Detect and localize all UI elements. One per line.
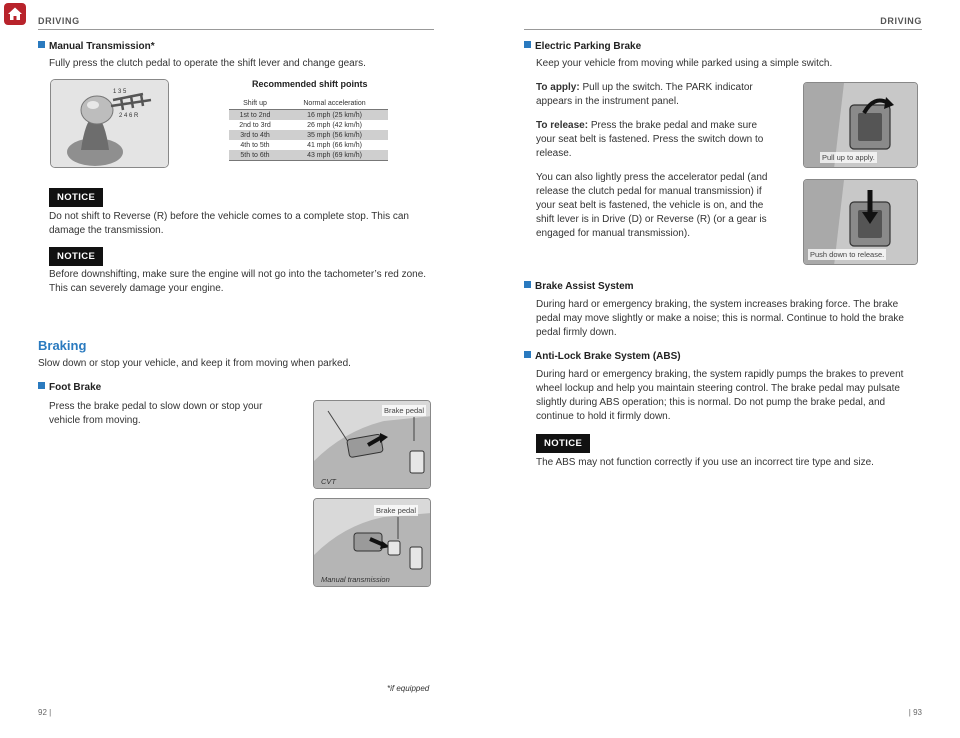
shift-points-table [229, 98, 388, 161]
shift-lever-image [50, 79, 169, 168]
bullet-square-icon [38, 41, 45, 48]
apply-label: To apply: [536, 82, 580, 93]
parking-brake-extra: You can also lightly press the accelerator pedal (and release the clutch pedal for manual transmission) if your seat belt is fastened, the vehicle is on, and the shift lever is in Drive (D) or Reverse (R) (or a gear is engaged for manual transmission). [536, 172, 768, 239]
page-number-right: | 93 [908, 708, 922, 717]
apply-text: Pull up the switch. The PARK indicator appears in the instrument panel. [536, 82, 753, 107]
notice-badge-abs: NOTICE [536, 434, 590, 453]
manual-transmission-caption: Manual transmission [321, 575, 390, 584]
brake-assist-body: During hard or emergency braking, the system increases braking force. The brake pedal may move slightly or make a noise; this is normal. Continue to hold the brake pedal firmly down. [536, 299, 904, 338]
bullet-square-icon [524, 351, 531, 358]
right-page [480, 0, 960, 738]
page-number-left: 92 | [38, 708, 52, 717]
running-header-right: DRIVING [880, 16, 922, 26]
table-cell: 4th to 5th [240, 141, 270, 149]
shift-pattern-top-label: 1 3 5 [113, 89, 127, 95]
notice-downshift-text: Before downshifting, make sure the engine will not go into the tachometer’s red zone. This can severely damage your engine. [49, 269, 427, 294]
electric-parking-brake-heading: Electric Parking Brake [524, 41, 641, 52]
table-row [229, 140, 388, 150]
manual-brake-pedal-image [313, 498, 431, 587]
table-cell: 26 mph (42 km/h) [307, 121, 362, 129]
release-label: To release: [536, 120, 589, 131]
home-icon[interactable] [4, 3, 26, 25]
bullet-square-icon [524, 281, 531, 288]
cvt-brake-pedal-image [313, 400, 431, 489]
header-rule-left [38, 29, 434, 30]
table-cell: 2nd to 3rd [239, 121, 271, 129]
column-header-shift-up: Shift up [229, 98, 281, 110]
braking-intro: Slow down or stop your vehicle, and keep it from moving when parked. [38, 358, 351, 369]
parking-brake-apply [536, 81, 768, 109]
cvt-caption: CVT [321, 477, 336, 486]
manual-transmission-body: Fully press the clutch pedal to operate the shift lever and change gears. [49, 58, 366, 69]
table-cell: 41 mph (66 km/h) [307, 141, 362, 149]
pull-up-caption: Pull up to apply. [822, 153, 875, 162]
cvt-brake-pedal-label: Brake pedal [383, 406, 424, 415]
table-row [229, 150, 388, 161]
manual-brake-pedal-label: Brake pedal [375, 506, 416, 515]
notice-abs-text: The ABS may not function correctly if you use an incorrect tire type and size. [536, 457, 874, 468]
abs-body: During hard or emergency braking, the system rapidly pumps the brakes to prevent wheel lockup and help you maintain steering control. The brake pedal may pulsate slightly during ABS operation; this is normal. Do not pump the brake pedal, and continue to hold it firmly down. [536, 369, 904, 422]
column-header-normal-acceleration: Normal acceleration [281, 98, 388, 110]
table-cell: 5th to 6th [229, 150, 281, 161]
table-header-row [229, 98, 388, 110]
shift-table-title: Recommended shift points [252, 79, 368, 89]
header-rule-right [524, 29, 922, 30]
footnote: *if equipped [387, 684, 430, 693]
brake-assist-heading: Brake Assist System [524, 281, 634, 292]
push-down-to-release-image [803, 179, 918, 265]
abs-heading: Anti-Lock Brake System (ABS) [524, 351, 681, 362]
table-row [229, 110, 388, 121]
table-row [229, 130, 388, 140]
table-cell: 43 mph (69 km/h) [281, 150, 388, 161]
table-cell: 1st to 2nd [229, 110, 281, 121]
notice-badge-downshift: NOTICE [49, 247, 103, 266]
braking-title: Braking [38, 338, 87, 353]
parking-brake-release [536, 119, 768, 161]
foot-brake-heading: Foot Brake [38, 382, 101, 393]
release-text: Press the brake pedal and make sure your seat belt is fastened. Press the switch down to release. [536, 120, 764, 159]
bullet-square-icon [524, 41, 531, 48]
table-row [229, 120, 388, 130]
notice-reverse-text: Do not shift to Reverse (R) before the vehicle comes to a complete stop. This can damage the transmission. [49, 211, 409, 236]
table-cell: 16 mph (25 km/h) [281, 110, 388, 121]
parking-brake-intro: Keep your vehicle from moving while parked using a simple switch. [536, 58, 833, 69]
manual-transmission-heading: Manual Transmission* [38, 41, 155, 52]
foot-brake-body: Press the brake pedal to slow down or stop your vehicle from moving. [49, 401, 263, 426]
notice-badge-reverse: NOTICE [49, 188, 103, 207]
shift-pattern-bottom-label: 2 4 6 R [119, 113, 139, 119]
table-cell: 3rd to 4th [229, 130, 281, 140]
bullet-square-icon [38, 382, 45, 389]
table-cell: 35 mph (56 km/h) [281, 130, 388, 140]
push-down-caption: Push down to release. [810, 250, 885, 259]
running-header-left: DRIVING [38, 16, 80, 26]
pull-up-to-apply-image [803, 82, 918, 168]
